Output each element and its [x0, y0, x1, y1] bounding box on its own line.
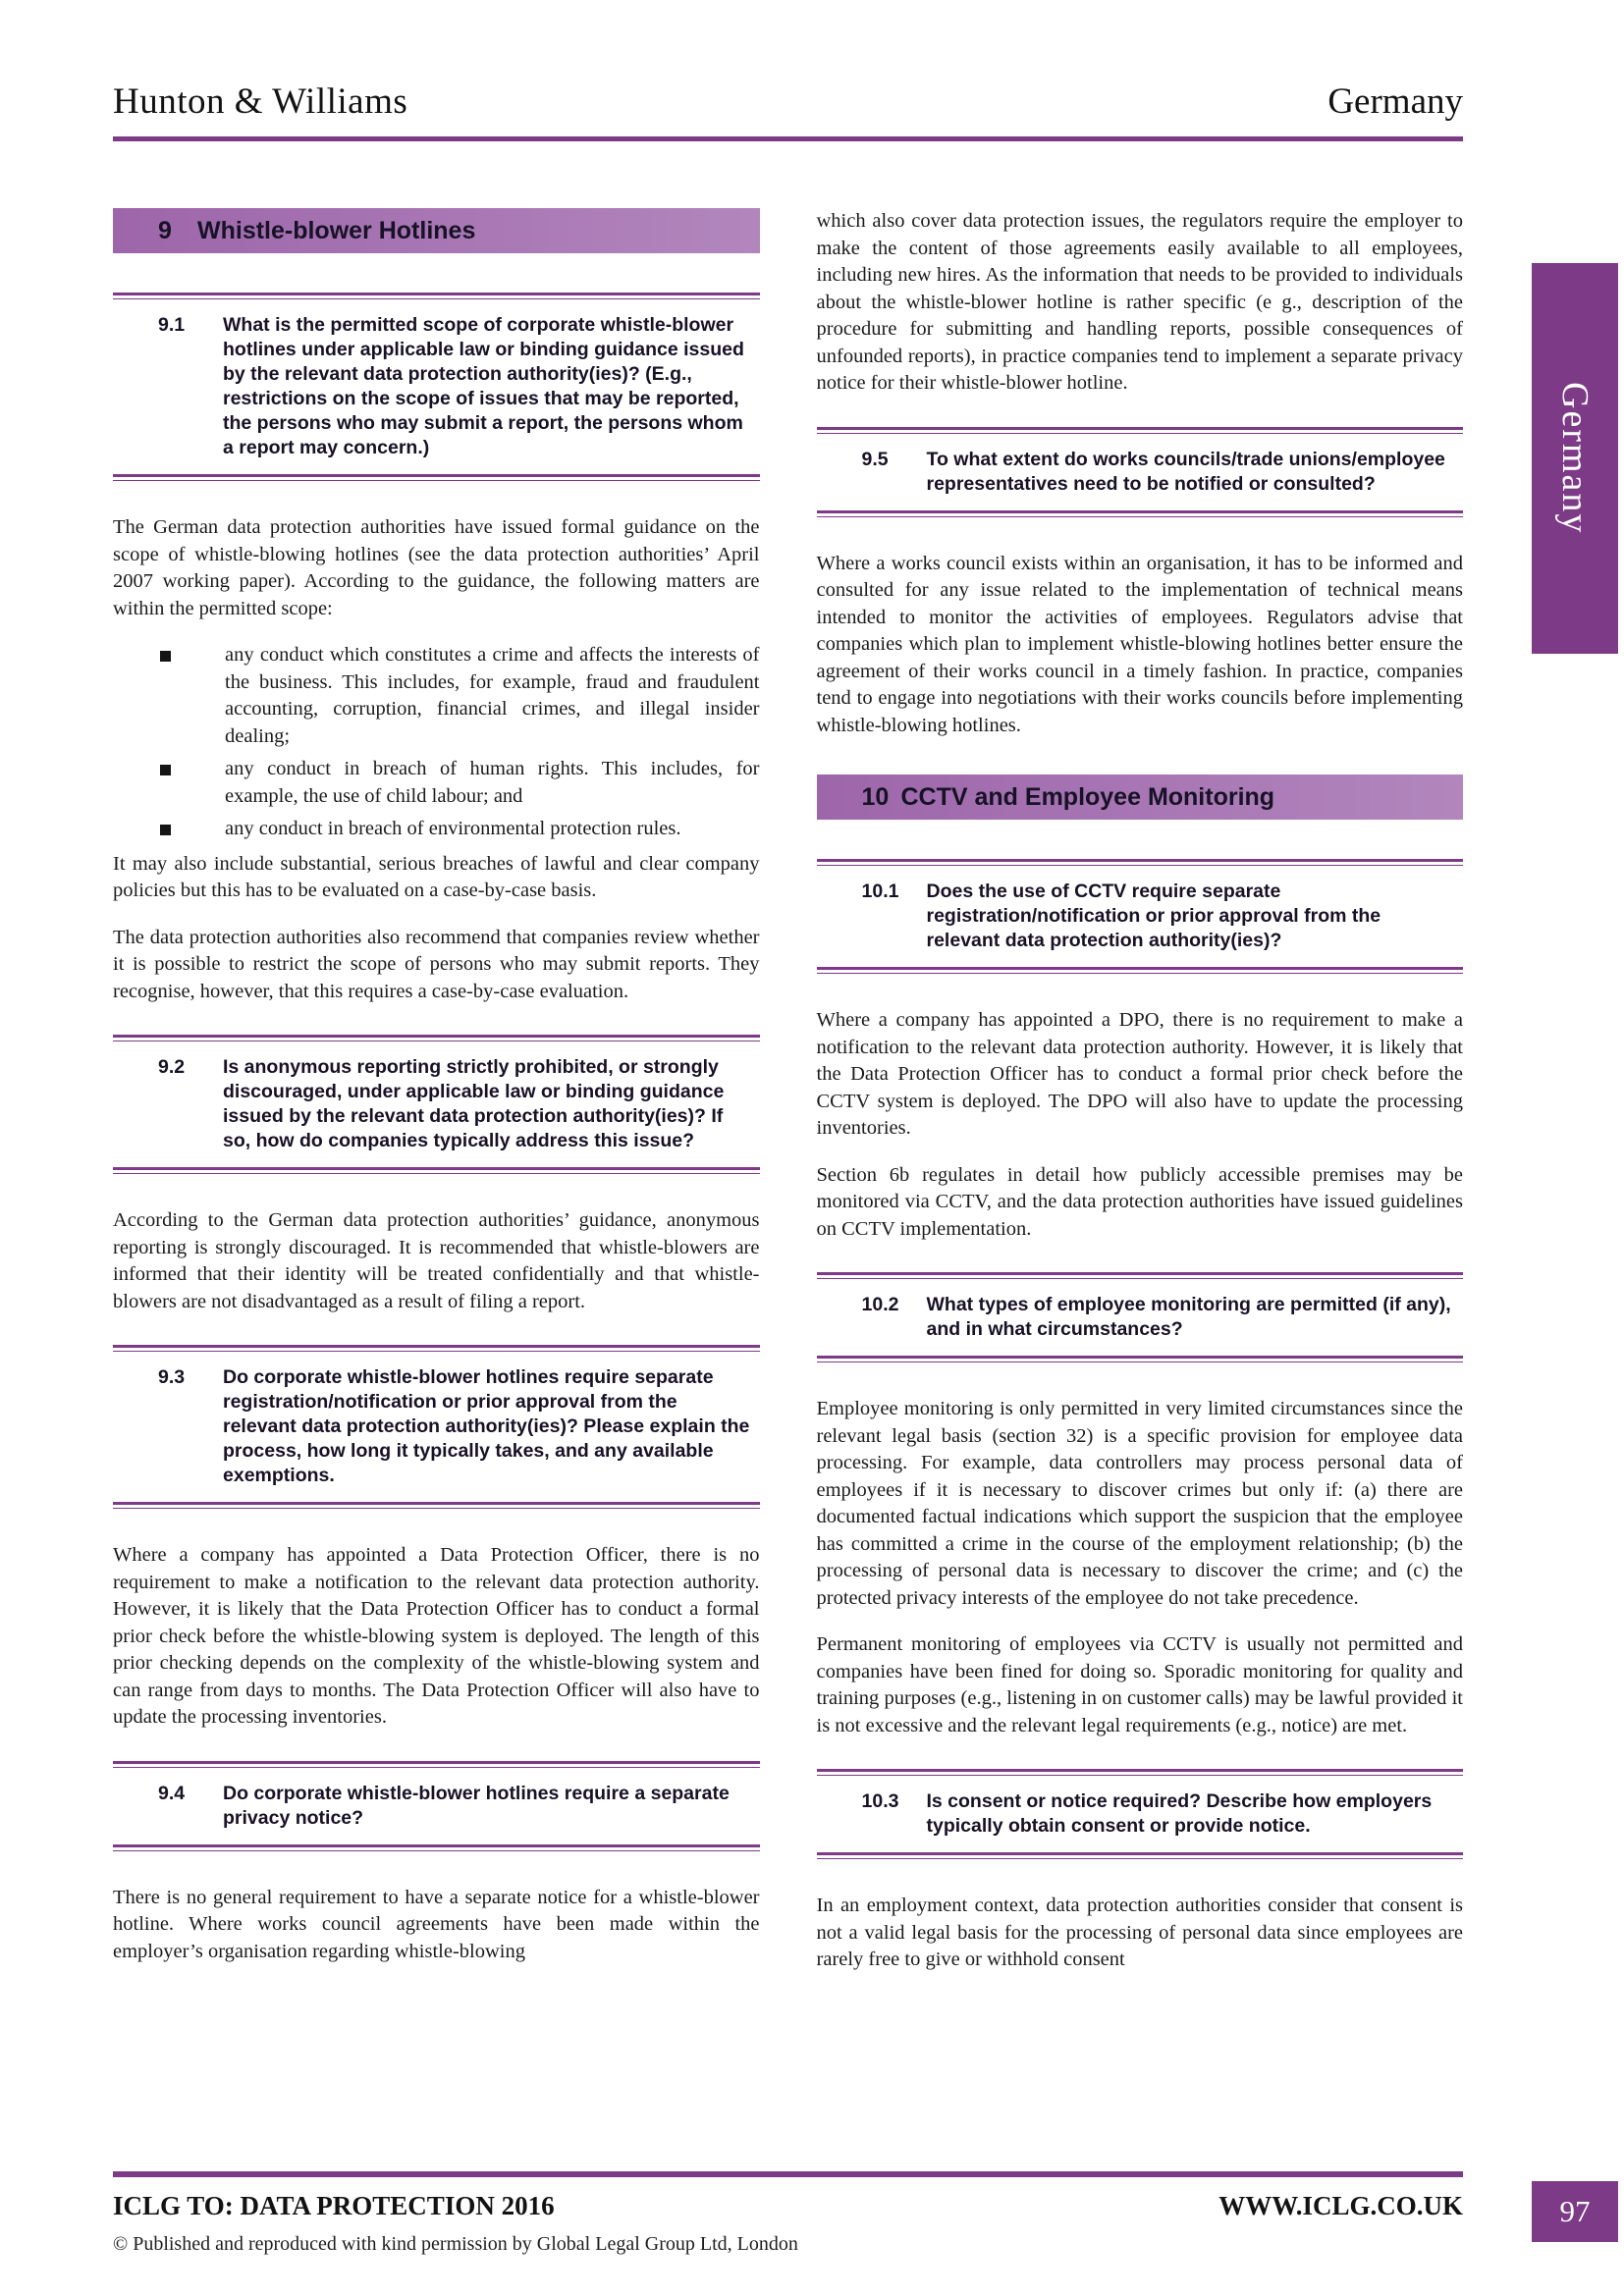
two-column-body [113, 208, 1463, 1994]
question-rule [817, 859, 1464, 866]
paragraph: The data protection authorities also recommend that companies review whether it is possible to restrict the scope of persons who may submit reports. They recognise, however, that this requires a case-by-case evaluation. [113, 926, 760, 1002]
footer-copyright: © Published and reproduced with kind permission by Global Legal Group Ltd, London [113, 2233, 798, 2255]
question-text: What is the permitted scope of corporate whistle-blower hotlines under applicable law or binding guidance issued by the relevant data protection authority(ies)? (E.g., restrictions on the scope of issues that may be reported, the persons who may submit a report, the persons whom a report may concern.) [223, 314, 744, 458]
question-text: To what extent do works councils/trade unions/employee representatives need to be notified or consulted? [926, 448, 1445, 495]
bullet-text: any conduct which constitutes a crime and affects the interests of the business. This includes, for example, fraud and fraudulent accounting, corruption, financial crimes, and illegal insider dealing; [225, 644, 760, 747]
question-number: 10.2 [861, 1294, 899, 1315]
section-number: 9 [158, 216, 172, 244]
paragraph: According to the German data protection authorities’ guidance, anonymous reporting is strongly discouraged. It is recommended that whistle-blowers are informed that their identity will be treated confidentially and that whistle-blowers are not disadvantaged as a result of filing a report. [113, 1209, 760, 1312]
bullet-text: any conduct in breach of environmental protection rules. [225, 818, 681, 839]
question-9-5 [817, 427, 1464, 517]
left-column [113, 208, 760, 1994]
country-side-tab: Germany [1532, 263, 1618, 654]
paragraph: Where a works council exists within an organisation, it has to be informed and consulted for any issue related to the implementation of technical means intended to monitor the activities of employees. Regulators advise that companies which plan to implement whistle-blowing hotlines better ensure the agreement of their works council in a timely fashion. In practice, companies tend to engage into negotiations with their works councils before implementing whistle-blowing hotlines. [816, 552, 1463, 736]
question-9-2 [113, 1035, 760, 1174]
paragraph: Section 6b regulates in detail how publicly accessible premises may be monitored via CCTV, and the data protection authorities have issued guidelines on CCTV implementation. [816, 1163, 1463, 1240]
question-rule [817, 1852, 1464, 1859]
paragraph: The German data protection authorities have issued formal guidance on the scope of whistle-blowing hotlines (see the data protection authorities’ April 2007 working paper). According to the guidance, the following matters are within the permitted scope: [113, 516, 760, 619]
footer-website: WWW.ICLG.CO.UK [1218, 2191, 1463, 2220]
question-text: Is consent or notice required? Describe how employers typically obtain consent or provide notice. [926, 1790, 1433, 1837]
question-text: What types of employee monitoring are permitted (if any), and in what circumstances? [926, 1294, 1451, 1340]
bullet-square-icon [158, 816, 225, 843]
question-10-1 [817, 859, 1464, 974]
question-rule [817, 1769, 1464, 1776]
question-rule [113, 1761, 760, 1768]
question-rule [817, 967, 1464, 974]
question-number: 9.5 [861, 448, 889, 470]
question-rule [817, 427, 1464, 434]
page-footer [113, 2171, 1463, 2256]
section-10-bar [817, 774, 1464, 820]
footer-rule [113, 2171, 1463, 2177]
right-column [817, 208, 1464, 1994]
page-number-badge: 97 [1532, 2181, 1618, 2242]
section-9-bar [113, 208, 760, 253]
firm-name: Hunton & Williams [113, 81, 408, 122]
question-rule [817, 510, 1464, 517]
question-rule [113, 293, 760, 299]
section-number: 10 [861, 782, 890, 811]
question-number: 10.1 [861, 881, 899, 902]
bullet-item [113, 756, 760, 810]
question-10-2 [817, 1272, 1464, 1362]
paragraph: which also cover data protection issues, the regulators require the employer to make the content of those agreements easily available to all employees, including new hires. As the information that needs to be provided to individuals about the whistle-blower hotline is rather specific (e g., description of the procedure for submitting and handling reports, possible consequences of unfounded reports), in practice companies tend to implement a separate privacy notice for their whistle-blower hotline. [816, 210, 1463, 394]
question-number: 9.4 [158, 1782, 186, 1804]
question-rule [113, 474, 760, 481]
question-number: 9.1 [158, 314, 186, 336]
bullet-item [113, 816, 760, 843]
paragraph: In an employment context, data protection authorities consider that consent is not a valid legal basis for the processing of personal data since employees are rarely free to give or withhold consent [816, 1895, 1463, 1970]
question-rule [113, 1502, 760, 1509]
question-number: 9.2 [158, 1056, 186, 1078]
question-rule [817, 1272, 1464, 1279]
question-number: 9.3 [158, 1366, 186, 1388]
question-9-1 [113, 293, 760, 481]
question-number: 10.3 [861, 1790, 899, 1812]
paragraph: Where a company has appointed a DPO, there is no requirement to make a notification to the relevant data protection authority. However, it is likely that the Data Protection Officer has to conduct a formal prior check before the CCTV system is deployed. The DPO will also have to update the processing inventories. [816, 1009, 1463, 1139]
question-text: Is anonymous reporting strictly prohibited, or strongly discouraged, under applicable law or binding guidance issued by the relevant data protection authority(ies)? If so, how do companies typically address this issue? [223, 1056, 725, 1151]
bullet-list [113, 642, 760, 843]
bullet-text: any conduct in breach of human rights. This includes, for example, the use of child labour; and [225, 758, 760, 807]
page-header [113, 80, 1463, 141]
paragraph: It may also include substantial, serious breaches of lawful and clear company policies but this has to be evaluated on a case-by-case basis. [113, 852, 760, 901]
paragraph: Where a company has appointed a Data Protection Officer, there is no requirement to make a notification to the relevant data protection authority. However, it is likely that the Data Protection Officer has to conduct a formal prior check before the whistle-blowing system is deployed. The length of this prior checking depends on the complexity of the whistle-blowing system and can range from days to months. The Data Protection Officer will also have to update the processing inventories. [113, 1544, 760, 1728]
bullet-square-icon [158, 642, 225, 750]
bullet-square-icon [158, 756, 225, 810]
question-rule [113, 1035, 760, 1041]
header-rule [113, 136, 1463, 141]
paragraph: Employee monitoring is only permitted in very limited circumstances since the relevant legal basis (section 32) is a specific provision for employee data processing. For example, data controllers may process personal data of employees if it is necessary to discover crimes but only if: (a) there are documented factual indications which support the suspicion that the employee has committed a crime in the course of the employment relationship; (b) the processing of personal data is necessary to discover the crime; and (c) the protected privacy interests of the employee do not take precedence. [816, 1398, 1463, 1609]
question-rule [113, 1167, 760, 1174]
question-text: Do corporate whistle-blower hotlines require a separate privacy notice? [223, 1782, 730, 1829]
footer-publication: ICLG TO: DATA PROTECTION 2016 [113, 2191, 555, 2220]
question-rule [817, 1356, 1464, 1362]
chapter-country: Germany [1327, 81, 1463, 122]
question-rule [113, 1345, 760, 1352]
question-rule [113, 1844, 760, 1851]
bullet-item [113, 642, 760, 750]
question-text: Do corporate whistle-blower hotlines require separate registration/notification or prior approval from the relevant data protection authority(ies)? Please explain the process, how long it typically takes, and any available exemptions. [223, 1366, 750, 1486]
question-text: Does the use of CCTV require separate registration/notification or prior approval from the relevant data protection authority(ies)? [926, 881, 1381, 951]
question-9-4 [113, 1761, 760, 1851]
question-9-3 [113, 1345, 760, 1509]
section-title: Whistle-blower Hotlines [197, 216, 476, 244]
paragraph: Permanent monitoring of employees via CCTV is usually not permitted and companies have been fined for doing so. Sporadic monitoring for quality and training purposes (e.g., listening in on customer calls) may be lawful provided it is not excessive and the relevant legal requirements (e.g., notice) are met. [816, 1633, 1463, 1736]
section-title: CCTV and Employee Monitoring [900, 782, 1275, 811]
question-10-3 [817, 1769, 1464, 1859]
paragraph: There is no general requirement to have a separate notice for a whistle-blower hotline. Where works council agreements have been made within the employer’s organisation regarding whistle-blowing [113, 1886, 760, 1962]
